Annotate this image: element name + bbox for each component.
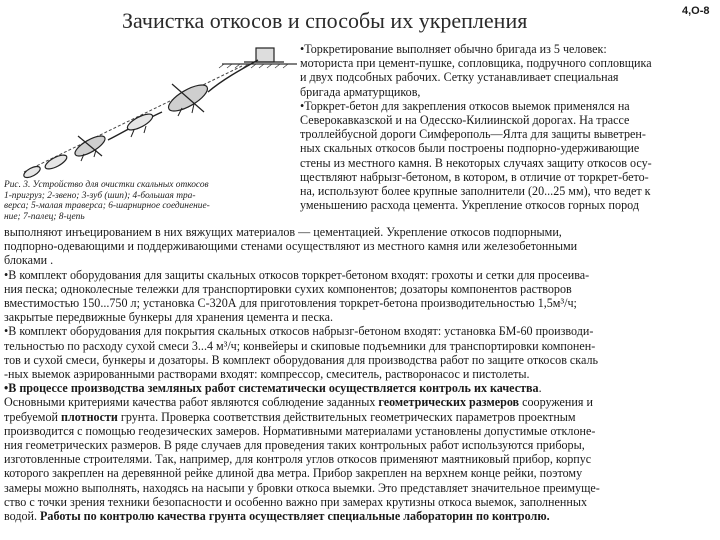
text-line: уменьшению расхода цемента. Укрепление откосов горных пород [300,198,639,213]
page-title: Зачистка откосов и способы их укрепления [122,8,528,33]
text-line [4,495,600,509]
text-line [4,481,600,495]
bold-text-run: плотности [61,409,118,424]
text-line: и двух подсобных рабочих. Сетку устанавливает специальная [300,70,619,85]
text-line [4,282,600,296]
bold-text-run: геометрических размеров [378,395,520,410]
text-run: . [538,381,542,396]
slope-cleaning-device-figure [12,40,300,180]
text-line [4,438,600,452]
text-line [4,353,600,367]
text-line [4,452,600,466]
text-line: стены из местного камня. В некоторых случаях защиту откосов осу- [300,155,652,170]
traverse-large [165,80,211,116]
page-number: 4,О-8 [682,5,710,17]
text-run: -ных выемок аэрированными растворами входят: компрессор, смеситель, растворонасос и пистолеты. [4,367,530,382]
text-line [4,268,600,282]
text-line [4,296,600,310]
text-run: сооружения и [519,395,593,410]
text-line: ных скальных откосов были построены подпорно-удерживающие [300,141,640,156]
text-run: вместимостью 150...750 л; установка С-320А для приготовления торкрет-бетона производительностью 1,5м³/ч; [4,296,577,311]
full-width-text [4,225,600,523]
text-run: закрытые передвижные бункеры для хранения цемента и песка. [4,310,333,325]
caption-line: 1-пригруз; 2-звено; 3-зуб (шип); 4-большая тра- [4,190,196,201]
text-run: ство с точки зрения техники безопасности и особенно важно при замерах крутизны откоса выемок, заполненных [4,494,588,509]
text-line: на, используют более крупные заполнители (20...25 мм), что ведет к [300,184,651,199]
text-line: •Торкрет-бетон для закрепления откосов выемок применялся на [300,98,630,113]
anchor-block [244,48,284,62]
text-run: ния геометрических размеров. В ряде случаев для проведения таких контрольных работ используются приборы, [4,438,585,453]
bold-text-run: Работы по контролю качества грунта осуществляет специальные лабораторин по контролю. [40,509,550,524]
text-line: троллейбусной дороги Симферополь—Ялта для защиты выветрен- [300,127,646,142]
text-line [4,424,600,438]
text-line: ществляют набрызг-бетоном, в котором, в отличие от торкрет-бето- [300,169,649,184]
text-run: •В комплект оборудования для защиты скальных откосов торкрет-бетоном входят: грохоты и сетки для просеива- [4,267,590,282]
right-column-text [300,42,652,212]
text-line [4,324,600,338]
text-run: требуемой [4,409,61,424]
text-line [4,395,600,409]
text-line: •Торкретирование выполняет обычно бригада из 5 человек: [300,42,607,56]
figure-caption [4,180,304,222]
text-run: грунта. Проверка соответствия действительных геометрических параметров проектным [117,409,576,424]
text-run: тельностью по расходу сухой смеси 3...4 м³/ч; конвейеры и скиповые подъемники для транспортировки компонен- [4,338,596,353]
text-run: тов и сухой смеси, бункеры и дозаторы. В комплект оборудования для производства работ по защите откосов скаль [4,352,599,367]
text-line [4,381,600,395]
text-run: изготовленные строителями. Так, например, для контроля углов откосов применяют маятниковый прибор, корпус [4,452,592,467]
text-line [4,253,600,267]
text-run: •В комплект оборудования для покрытия скальных откосов набрызг-бетоном входят: установка БМ-60 производи- [4,324,594,339]
text-line: Северокавказской и на Одесско-Килиинской дорогах. На трассе [300,113,630,128]
text-run: подпорно-одевающими и поддерживающими стенами осуществляют из местного камня или железобетонными [4,239,578,254]
text-line [4,339,600,353]
text-run: производится с помощью геодезических замеров. Нормативными материалами установлены допустимые отклоне- [4,423,596,438]
caption-line: верса; 5-малая траверса; 6-шарнирное соединение- [4,201,210,211]
caption-line: ние; 7-палец; 8-цепь [4,211,85,222]
ground-surface [219,64,297,68]
text-line [4,509,600,523]
bold-text-run: •В процессе производства земляных работ систематически осуществляется контроль их качества [4,381,539,396]
text-line [4,367,600,381]
text-line [4,239,600,253]
text-run: замеры можно выполнять, находясь на насыпи у бровки откоса выемки. Это представляет значительное преимуще- [4,480,600,495]
text-run: выполняют инъецированием в них вяжущих материалов — цементацией. Укрепление откосов подпорными, [4,225,562,239]
text-line [4,225,600,239]
text-line [4,466,600,480]
text-run: водой. [4,509,41,524]
text-line: бригада арматурщиков, [300,84,421,99]
text-line [4,410,600,424]
text-run: которого закреплен на деревянной рейке длиной два метра. Прибор закреплен на верхнем конце рейки, поэтому [4,466,583,481]
text-run: блоками . [4,253,54,268]
text-run: ния песка; одноколесные тележки для транспортировки сухих компонентов; дозаторы компонентов растворов [4,281,572,296]
text-run: Основными критериями качества работ являются соблюдение заданных [4,395,379,410]
text-line: моториста при цемент-пушке, сопловщика, подручного сопловщика [300,56,652,71]
caption-line: Рис. 3. Устройство для очистки скальных откосов [4,180,209,190]
text-line [4,310,600,324]
